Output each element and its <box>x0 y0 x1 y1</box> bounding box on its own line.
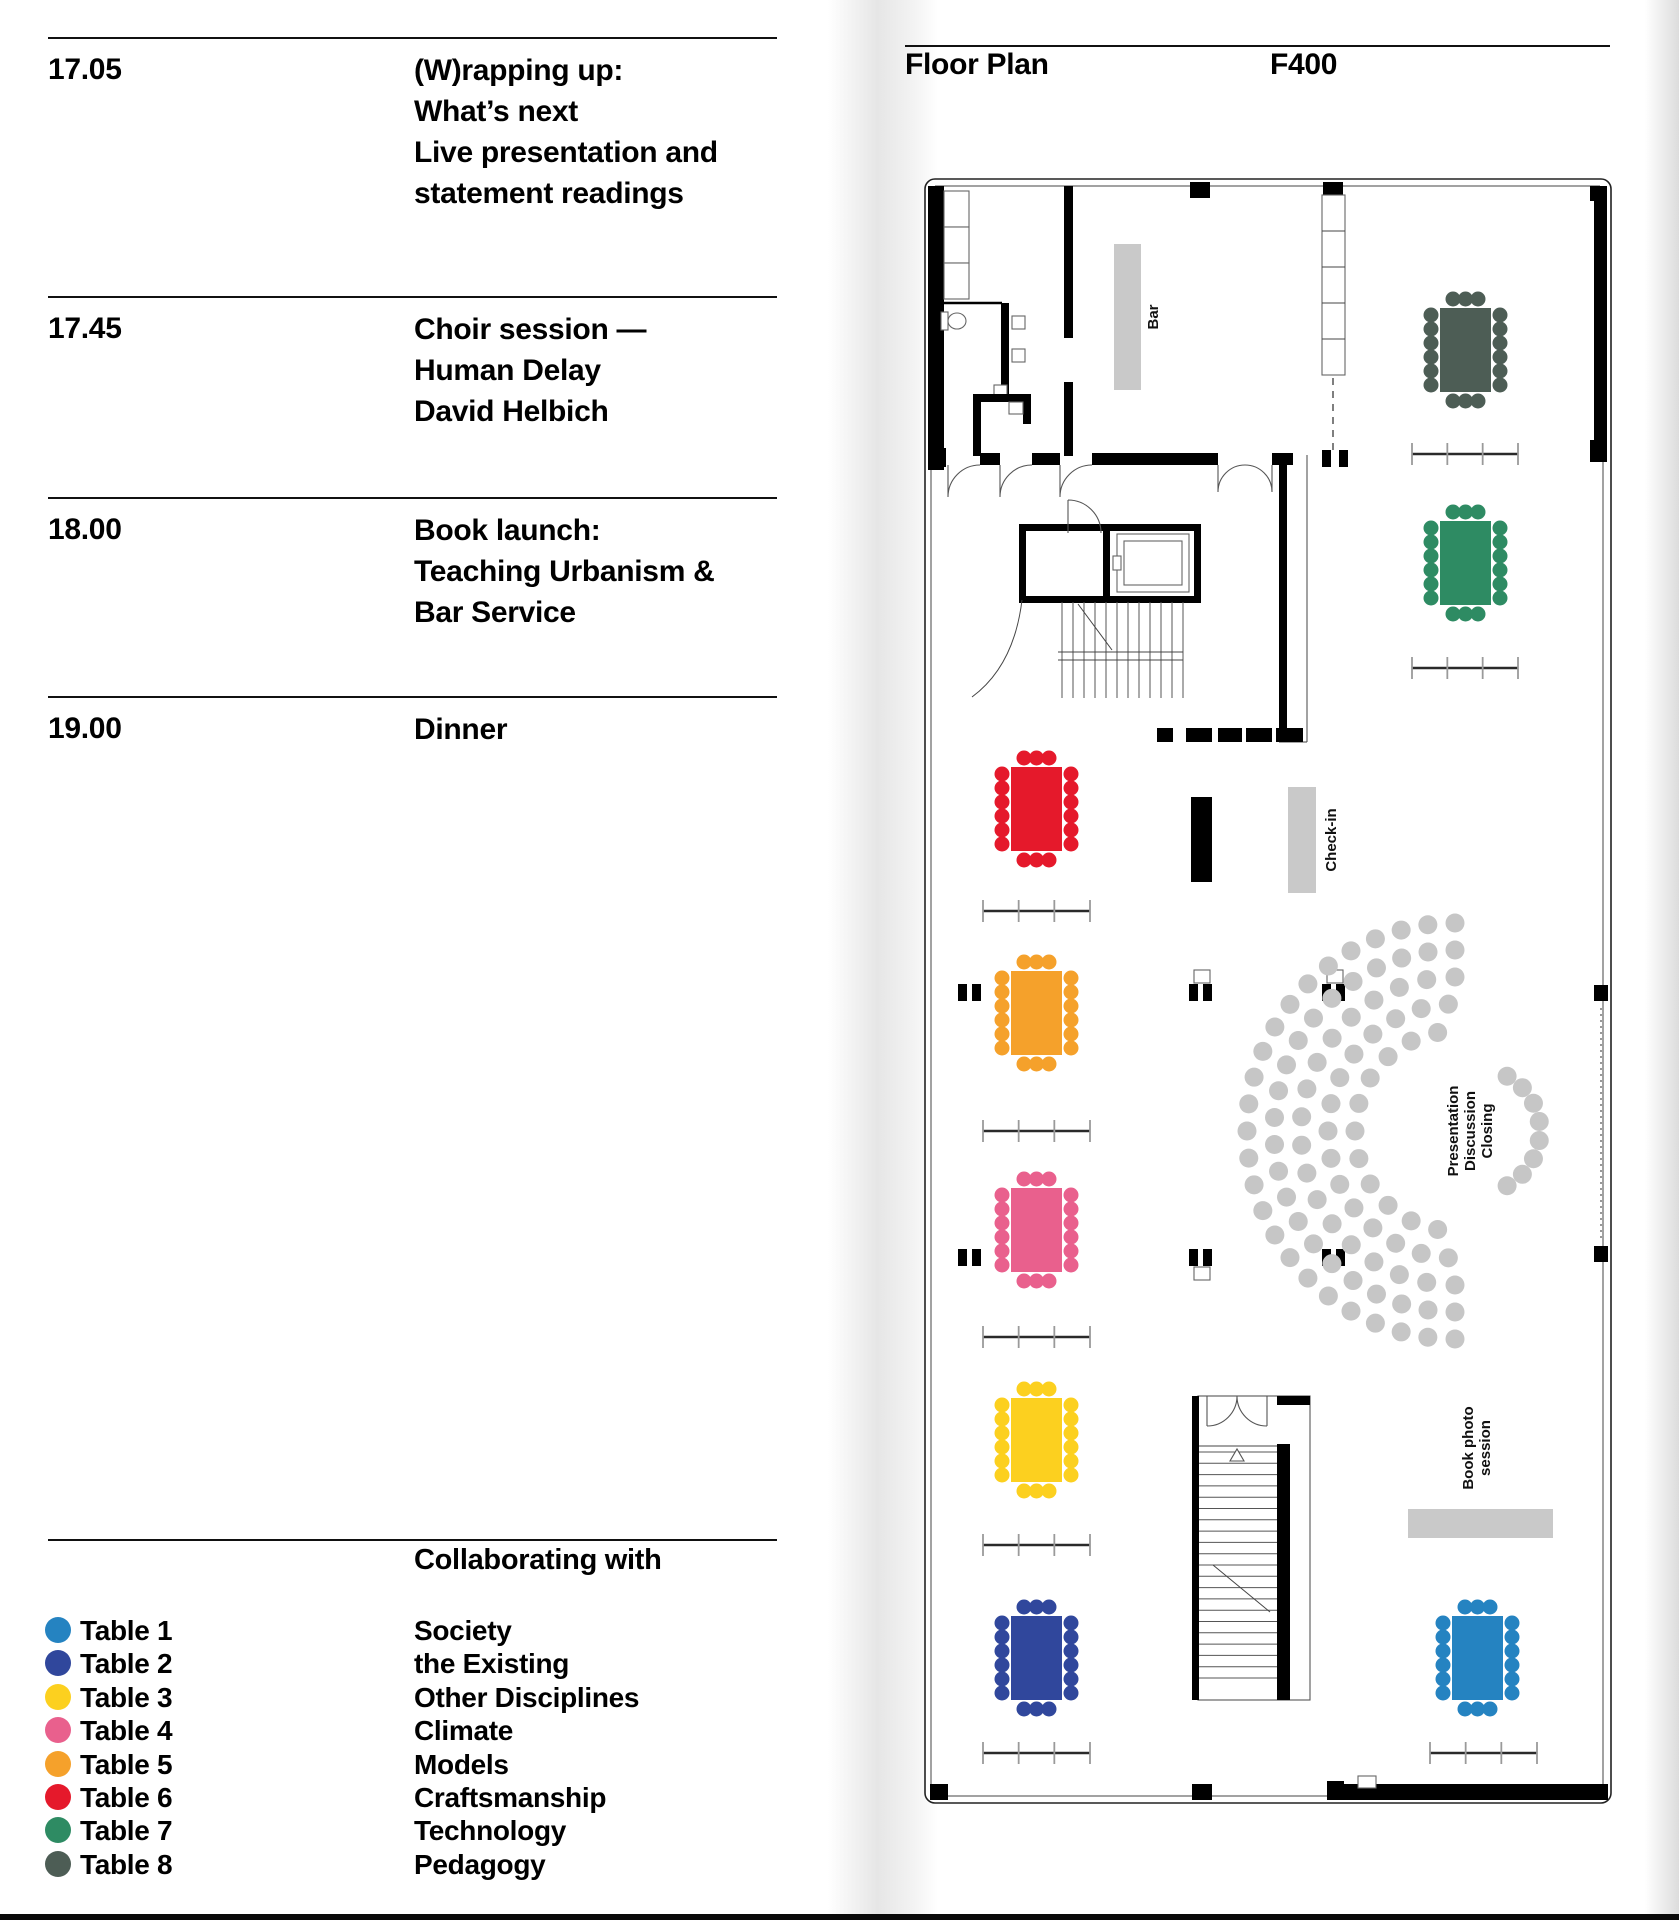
column <box>958 1249 981 1266</box>
stage-label-line1: Presentation <box>1445 1085 1462 1177</box>
podium <box>1191 797 1212 882</box>
floor-plan-room-code: F400 <box>1270 48 1338 81</box>
table-top <box>1011 767 1062 851</box>
sofa <box>944 191 969 227</box>
legend-color-dot <box>45 1784 71 1810</box>
legend-table-name: Table 6 <box>80 1782 173 1813</box>
legend-table-name: Table 5 <box>80 1748 173 1780</box>
legend-color-dot <box>45 1717 71 1743</box>
legend-table-name: Table 1 <box>80 1615 173 1646</box>
legend-color-dot <box>45 1650 71 1676</box>
book-photo-label-line1: Book photo <box>1460 1406 1477 1490</box>
schedule-divider <box>48 497 777 499</box>
legend-row <box>45 1681 745 1717</box>
legend-row <box>45 1617 745 1650</box>
floor-plan-divider <box>905 45 1610 47</box>
schedule-time: 17.05 <box>48 53 122 86</box>
schedule-divider <box>48 37 777 39</box>
legend-topic: Technology <box>414 1815 567 1847</box>
column <box>1189 984 1212 1001</box>
legend-table-name: Table 4 <box>80 1715 173 1747</box>
legend-row <box>45 1717 745 1750</box>
legend-table-name: Table 8 <box>80 1848 173 1880</box>
legend-color-dot <box>45 1851 71 1877</box>
legend-color-dot <box>45 1684 71 1710</box>
legend-topic: Climate <box>414 1715 514 1747</box>
legend-topic: Society <box>414 1615 512 1646</box>
book-photo-label-line2: session <box>1477 1420 1494 1476</box>
legend-table-name: Table 3 <box>80 1681 173 1713</box>
column-box <box>1194 970 1210 983</box>
schedule-time: 17.45 <box>48 312 122 345</box>
legend-topic: Models <box>414 1748 509 1780</box>
legend-topic: Other Disciplines <box>414 1681 640 1713</box>
stage-label-line2: Discussion <box>1462 1090 1479 1172</box>
stage-label-line3: Closing <box>1479 1103 1496 1159</box>
sink <box>1012 316 1025 329</box>
column <box>1189 1249 1212 1266</box>
legend-topic: Craftsmanship <box>414 1782 607 1813</box>
legend-topic: Pedagogy <box>414 1848 546 1880</box>
table-top <box>1452 1616 1503 1700</box>
legend-table-name: Table 7 <box>80 1815 173 1847</box>
legend-topic: the Existing <box>414 1648 570 1680</box>
table-top <box>1440 308 1491 392</box>
legend-divider <box>48 1539 777 1541</box>
legend-row <box>45 1817 745 1850</box>
schedule-description: Book launch: Teaching Urbanism & Bar Service <box>414 514 715 629</box>
bar-label: Bar <box>1145 304 1162 330</box>
legend-row <box>45 1848 745 1884</box>
legend-header: Collaborating with <box>414 1544 662 1576</box>
schedule-time: 19.00 <box>48 712 122 745</box>
table-top <box>1011 1398 1062 1482</box>
schedule-description: Dinner <box>414 713 508 746</box>
table-top <box>1440 521 1491 605</box>
floor-plan-title: Floor Plan <box>905 48 1049 81</box>
schedule-time: 18.00 <box>48 513 122 546</box>
column-box <box>1194 1267 1210 1280</box>
photo-bottom-edge <box>0 1914 1679 1920</box>
legend-color-dot <box>45 1817 71 1843</box>
legend-row <box>45 1748 745 1784</box>
lower-stair-treads <box>1199 1452 1277 1678</box>
schedule-divider <box>48 696 777 698</box>
schedule-divider <box>48 296 777 298</box>
table-top <box>1011 1616 1062 1700</box>
floor-plan-drawing <box>890 140 1670 1860</box>
column <box>958 984 981 1001</box>
table-top <box>1011 1188 1062 1272</box>
schedule-description: (W)rapping up: What’s next Live presentation and statement readings <box>414 54 718 210</box>
schedule-description: Choir session — Human Delay David Helbich <box>414 313 647 428</box>
legend-color-dot <box>45 1751 71 1777</box>
check-in-label: Check-in <box>1323 808 1340 872</box>
legend-color-dot <box>45 1617 71 1643</box>
table-top <box>1011 971 1062 1055</box>
legend-table-name: Table 2 <box>80 1648 173 1680</box>
legend-row <box>45 1650 745 1683</box>
toilet <box>941 312 948 330</box>
legend-row <box>45 1784 745 1817</box>
